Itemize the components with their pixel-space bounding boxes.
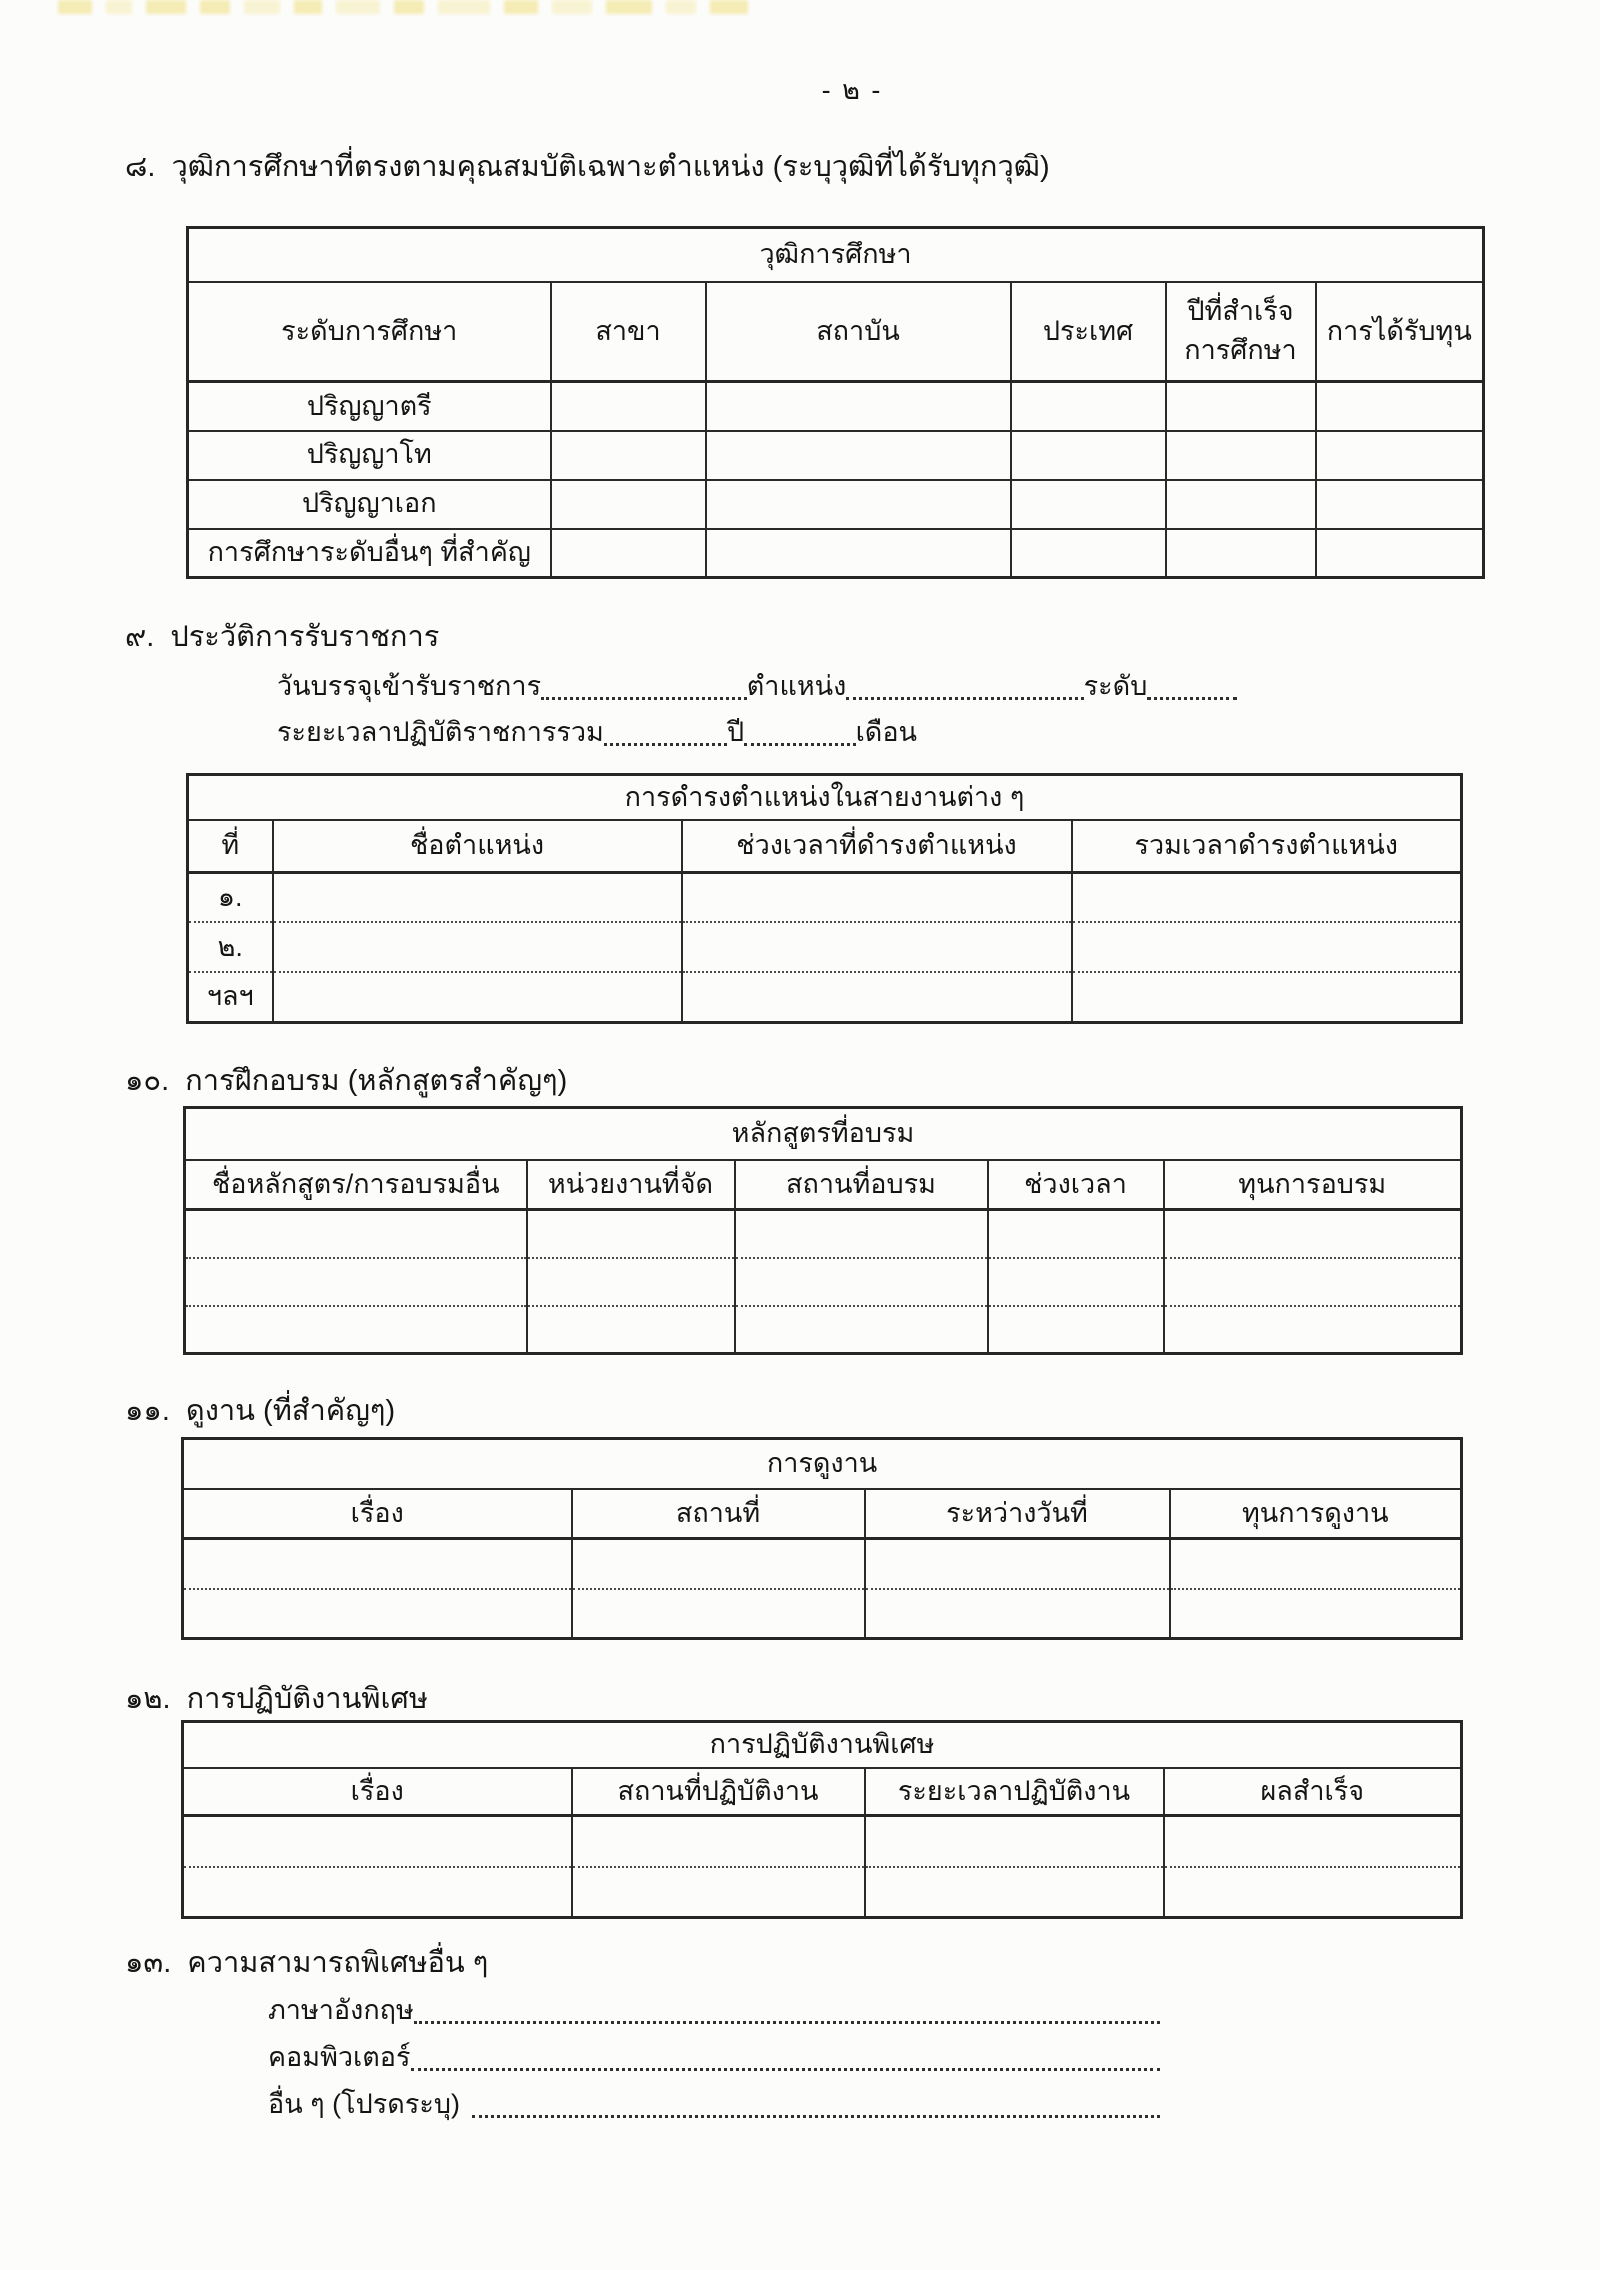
field-label: ภาษาอังกฤษ [268, 1995, 414, 2025]
column-header: รวมเวลาดำรงตำแหน่ง [1072, 820, 1462, 872]
scan-artifact-highlight [58, 0, 748, 14]
column-header: ระดับการศึกษา [188, 282, 551, 382]
dotted-fill-line [846, 691, 1083, 700]
table-title: วุฒิการศึกษา [188, 228, 1484, 282]
empty-cell [988, 1258, 1164, 1306]
dotted-fill-line [744, 737, 855, 746]
empty-cell [183, 1539, 572, 1589]
column-header: ที่ [188, 820, 273, 872]
dotted-fill-line [1147, 691, 1237, 700]
empty-cell [706, 382, 1011, 431]
empty-cell [551, 529, 706, 578]
empty-cell [1164, 1258, 1462, 1306]
empty-cell [1166, 480, 1316, 529]
artifact-mark [200, 0, 230, 14]
column-header: ระหว่างวันที่ [865, 1489, 1170, 1539]
empty-cell [706, 529, 1011, 578]
artifact-mark [336, 0, 380, 14]
artifact-mark [606, 0, 652, 14]
empty-cell [735, 1258, 988, 1306]
service-duration-line [277, 714, 917, 752]
section-10-heading [125, 1062, 567, 1101]
column-header: ช่วงเวลา [988, 1160, 1164, 1210]
section-title: ดูงาน (ที่สำคัญๆ) [185, 1395, 396, 1427]
dotted-fill-line [411, 2062, 1160, 2071]
empty-cell [865, 1539, 1170, 1589]
english-skill-line [268, 1992, 1160, 2030]
section-number: ๑๓. [125, 1947, 172, 1979]
empty-cell [1170, 1539, 1462, 1589]
empty-cell [865, 1589, 1170, 1639]
education-table [186, 226, 1485, 579]
dotted-fill-line [541, 691, 747, 700]
column-header: สถานที่อบรม [735, 1160, 988, 1210]
empty-cell [527, 1306, 735, 1354]
empty-cell [183, 1816, 572, 1867]
empty-cell [551, 431, 706, 480]
field-label: ปี [726, 717, 745, 747]
empty-cell [1316, 431, 1484, 480]
column-header: ช่วงเวลาที่ดำรงตำแหน่ง [682, 820, 1072, 872]
section-9-heading [125, 618, 439, 657]
column-header: การได้รับทุน [1316, 282, 1484, 382]
section-8-heading [125, 148, 1050, 187]
empty-cell [1316, 529, 1484, 578]
section-number: ๘. [125, 151, 156, 183]
table-title: การปฏิบัติงานพิเศษ [183, 1722, 1462, 1768]
column-header: ผลสำเร็จ [1164, 1768, 1462, 1816]
section-title: ประวัติการรับราชการ [170, 621, 440, 653]
column-header: ประเทศ [1011, 282, 1166, 382]
empty-cell [1164, 1306, 1462, 1354]
service-start-line [277, 668, 1237, 706]
artifact-mark [146, 0, 186, 14]
column-header: ระยะเวลาปฏิบัติงาน [865, 1768, 1164, 1816]
field-label: ระดับ [1083, 671, 1148, 701]
empty-cell [1166, 529, 1316, 578]
row-label: ปริญญาตรี [188, 382, 551, 431]
artifact-mark [710, 0, 748, 14]
empty-cell [735, 1306, 988, 1354]
artifact-mark [438, 0, 490, 14]
empty-cell [706, 480, 1011, 529]
dotted-fill-line [472, 2109, 1160, 2118]
empty-cell [551, 480, 706, 529]
empty-cell [1164, 1210, 1462, 1258]
row-label: การศึกษาระดับอื่นๆ ที่สำคัญ [188, 529, 551, 578]
empty-cell [273, 872, 682, 922]
empty-cell [1164, 1816, 1462, 1867]
row-label: ๑. [188, 872, 273, 922]
empty-cell [988, 1210, 1164, 1258]
artifact-mark [58, 0, 92, 14]
empty-cell [273, 922, 682, 972]
table-title: การดำรงตำแหน่งในสายงานต่าง ๆ [188, 775, 1462, 821]
empty-cell [865, 1816, 1164, 1867]
field-label: อื่น ๆ (โปรดระบุ) [268, 2089, 460, 2119]
field-label: คอมพิวเตอร์ [268, 2042, 411, 2072]
empty-cell [572, 1816, 865, 1867]
table-title: การดูงาน [183, 1439, 1462, 1489]
empty-cell [1072, 922, 1462, 972]
section-number: ๑๐. [125, 1065, 170, 1097]
empty-cell [527, 1210, 735, 1258]
empty-cell [183, 1867, 572, 1918]
section-title: การฝึกอบรม (หลักสูตรสำคัญๆ) [185, 1065, 568, 1097]
field-label: วันบรรจุเข้ารับราชการ [277, 671, 542, 701]
empty-cell [1166, 431, 1316, 480]
section-11-heading [125, 1392, 395, 1431]
section-12-heading [125, 1680, 428, 1719]
section-title: การปฏิบัติงานพิเศษ [186, 1683, 428, 1715]
empty-cell [988, 1306, 1164, 1354]
artifact-mark [106, 0, 132, 14]
empty-cell [185, 1210, 527, 1258]
empty-cell [735, 1210, 988, 1258]
page-number: - ๒ - [821, 75, 883, 105]
empty-cell [1316, 382, 1484, 431]
empty-cell [1316, 480, 1484, 529]
row-label: ๒. [188, 922, 273, 972]
column-header: สถาบัน [706, 282, 1011, 382]
section-13-heading [125, 1944, 488, 1983]
artifact-mark [244, 0, 280, 14]
dotted-fill-line [414, 2015, 1160, 2024]
empty-cell [183, 1589, 572, 1639]
empty-cell [1011, 480, 1166, 529]
empty-cell [273, 972, 682, 1022]
empty-cell [1072, 872, 1462, 922]
empty-cell [1072, 972, 1462, 1022]
empty-cell [572, 1589, 865, 1639]
field-label: เดือน [855, 717, 917, 747]
empty-cell [1011, 431, 1166, 480]
row-label: ฯลฯ [188, 972, 273, 1022]
empty-cell [185, 1258, 527, 1306]
empty-cell [527, 1258, 735, 1306]
empty-cell [1011, 382, 1166, 431]
field-label: ตำแหน่ง [746, 671, 847, 701]
other-skill-line [268, 2086, 1160, 2124]
empty-cell [185, 1306, 527, 1354]
section-number: ๑๒. [125, 1683, 171, 1715]
column-header: หน่วยงานที่จัด [527, 1160, 735, 1210]
row-label: ปริญญาโท [188, 431, 551, 480]
column-header: ชื่อตำแหน่ง [273, 820, 682, 872]
column-header: สถานที่ปฏิบัติงาน [572, 1768, 865, 1816]
column-header: สาขา [551, 282, 706, 382]
empty-cell [1164, 1867, 1462, 1918]
position-history-table [186, 773, 1463, 1024]
dotted-fill-line [604, 737, 727, 746]
empty-cell [572, 1867, 865, 1918]
empty-cell [572, 1539, 865, 1589]
empty-cell [682, 972, 1072, 1022]
section-title: วุฒิการศึกษาที่ตรงตามคุณสมบัติเฉพาะตำแหน่ง (ระบุวุฒิที่ได้รับทุกวุฒิ) [171, 151, 1050, 183]
column-header: เรื่อง [183, 1768, 572, 1816]
empty-cell [551, 382, 706, 431]
empty-cell [682, 872, 1072, 922]
empty-cell [1011, 529, 1166, 578]
row-label: ปริญญาเอก [188, 480, 551, 529]
artifact-mark [552, 0, 592, 14]
section-title: ความสามารถพิเศษอื่น ๆ [187, 1947, 489, 1979]
column-header: ปีที่สำเร็จ การศึกษา [1166, 282, 1316, 382]
empty-cell [865, 1867, 1164, 1918]
artifact-mark [294, 0, 322, 14]
table-title: หลักสูตรที่อบรม [185, 1108, 1462, 1160]
column-header: ทุนการดูงาน [1170, 1489, 1462, 1539]
artifact-mark [504, 0, 538, 14]
training-table [183, 1106, 1463, 1355]
column-header: ทุนการอบรม [1164, 1160, 1462, 1210]
column-header: ชื่อหลักสูตร/การอบรมอื่น [185, 1160, 527, 1210]
empty-cell [1166, 382, 1316, 431]
artifact-mark [394, 0, 424, 14]
column-header: สถานที่ [572, 1489, 865, 1539]
study-visit-table [181, 1437, 1463, 1640]
field-label: ระยะเวลาปฏิบัติราชการรวม [277, 717, 604, 747]
column-header: เรื่อง [183, 1489, 572, 1539]
computer-skill-line [268, 2039, 1160, 2077]
special-work-table [181, 1720, 1463, 1919]
artifact-mark [666, 0, 696, 14]
empty-cell [1170, 1589, 1462, 1639]
empty-cell [706, 431, 1011, 480]
empty-cell [682, 922, 1072, 972]
section-number: ๙. [125, 621, 155, 653]
section-number: ๑๑. [125, 1395, 170, 1427]
